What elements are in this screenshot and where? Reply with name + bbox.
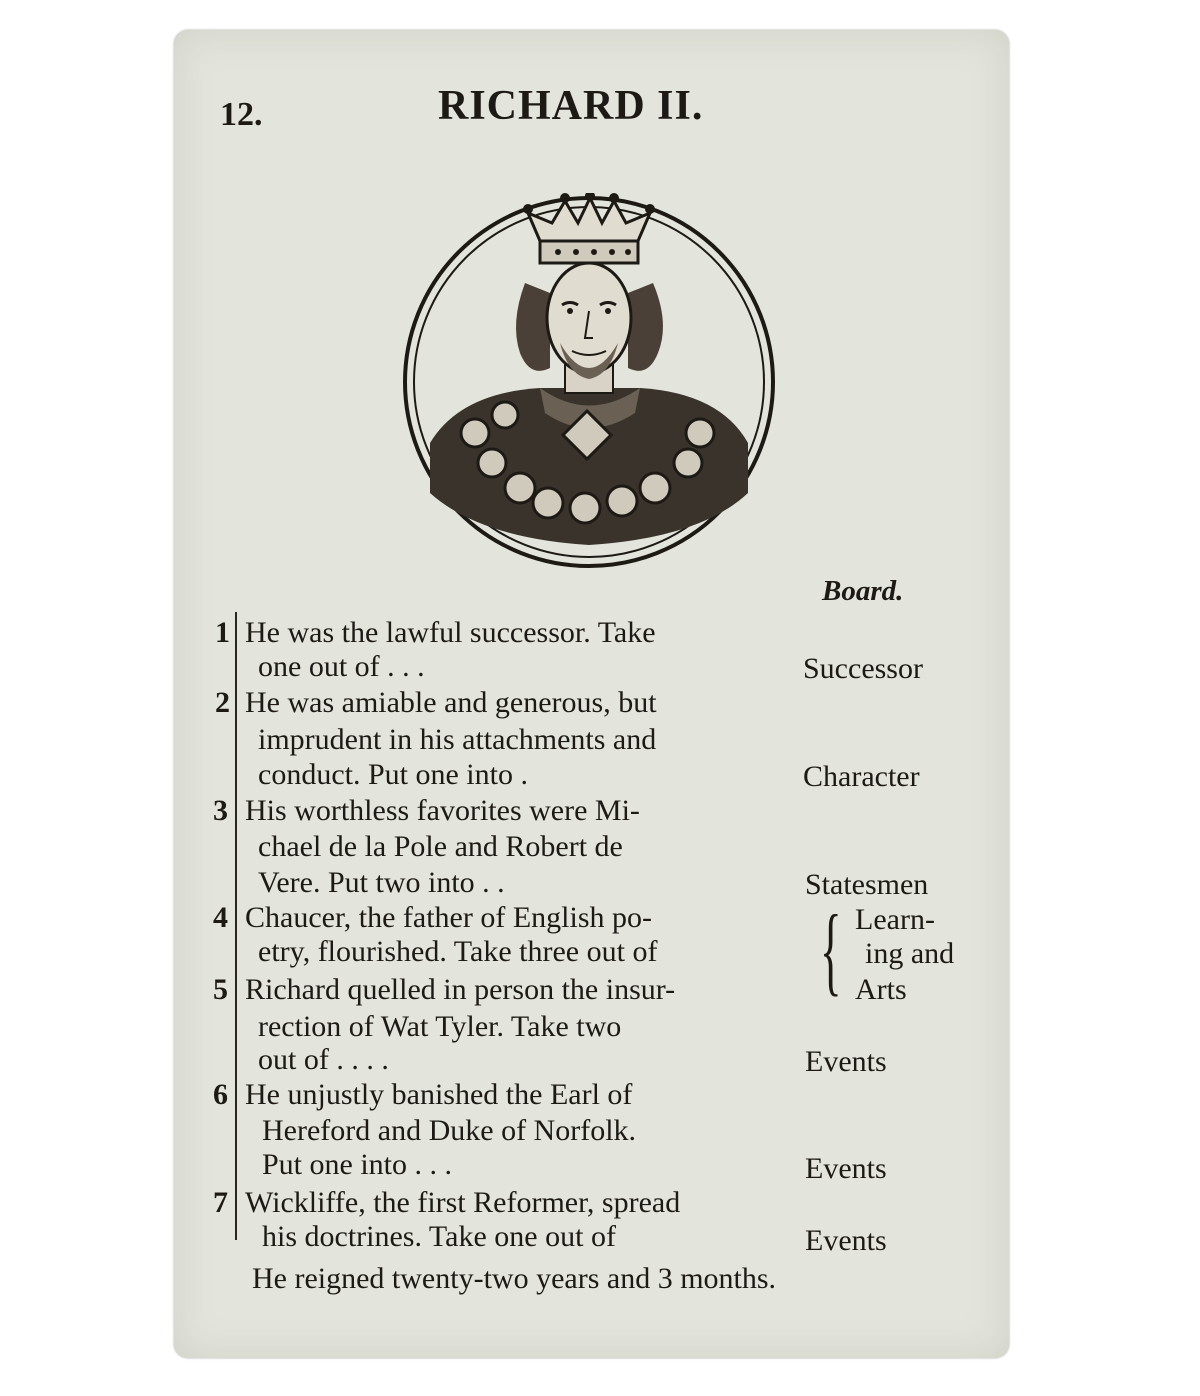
text-line: rection of Wat Tyler. Take two xyxy=(258,1010,622,1043)
text-line: He was amiable and generous, but xyxy=(245,686,657,719)
text-line: He unjustly banished the Earl of xyxy=(245,1078,633,1111)
item-index: 4 xyxy=(213,901,228,934)
text-line: Richard quelled in person the insur- xyxy=(245,973,676,1006)
card-title: RICHARD II. xyxy=(438,83,704,129)
item-index: 1 xyxy=(215,616,230,649)
text-line: his doctrines. Take one out of xyxy=(262,1220,616,1253)
item-index: 6 xyxy=(213,1078,228,1111)
margin-rule xyxy=(235,612,237,1240)
category-character: Character xyxy=(803,760,920,793)
item-index: 3 xyxy=(213,794,228,827)
text-line: Chaucer, the father of English po- xyxy=(245,901,652,934)
text-line: conduct. Put one into . xyxy=(258,758,528,791)
text-line: out of . . . . xyxy=(258,1043,389,1076)
text-line: Put one into . . . xyxy=(262,1148,453,1181)
text-line: etry, flourished. Take three out of xyxy=(258,935,658,968)
text-line: Vere. Put two into . . xyxy=(258,866,505,899)
text-line: Hereford and Duke of Norfolk. xyxy=(262,1114,637,1147)
board-column-heading: Board. xyxy=(822,575,904,607)
category-learning-2: ing and xyxy=(865,937,955,970)
text-line: He was the lawful successor. Take xyxy=(245,616,656,649)
text-line: His worthless favorites were Mi- xyxy=(245,794,640,827)
category-events: Events xyxy=(805,1045,887,1078)
crowned-king-portrait-icon xyxy=(400,193,778,576)
category-learning-3: Arts xyxy=(855,973,907,1006)
text-line: chael de la Pole and Robert de xyxy=(258,830,623,863)
category-successor: Successor xyxy=(803,652,923,685)
card-number: 12. xyxy=(220,96,263,133)
text-line: one out of . . . xyxy=(258,650,425,683)
text-line: Wickliffe, the first Reformer, spread xyxy=(245,1186,681,1219)
text-line: imprudent in his attachments and xyxy=(258,723,657,756)
category-events: Events xyxy=(805,1152,887,1185)
category-events: Events xyxy=(805,1224,887,1257)
category-statesmen: Statesmen xyxy=(805,868,929,901)
category-learning-1: Learn- xyxy=(855,903,935,936)
item-index: 7 xyxy=(213,1186,228,1219)
item-index: 5 xyxy=(213,973,228,1006)
brace-glyph: { xyxy=(820,894,842,1005)
reign-length: He reigned twenty-two years and 3 months. xyxy=(252,1262,777,1295)
item-index: 2 xyxy=(215,686,230,719)
